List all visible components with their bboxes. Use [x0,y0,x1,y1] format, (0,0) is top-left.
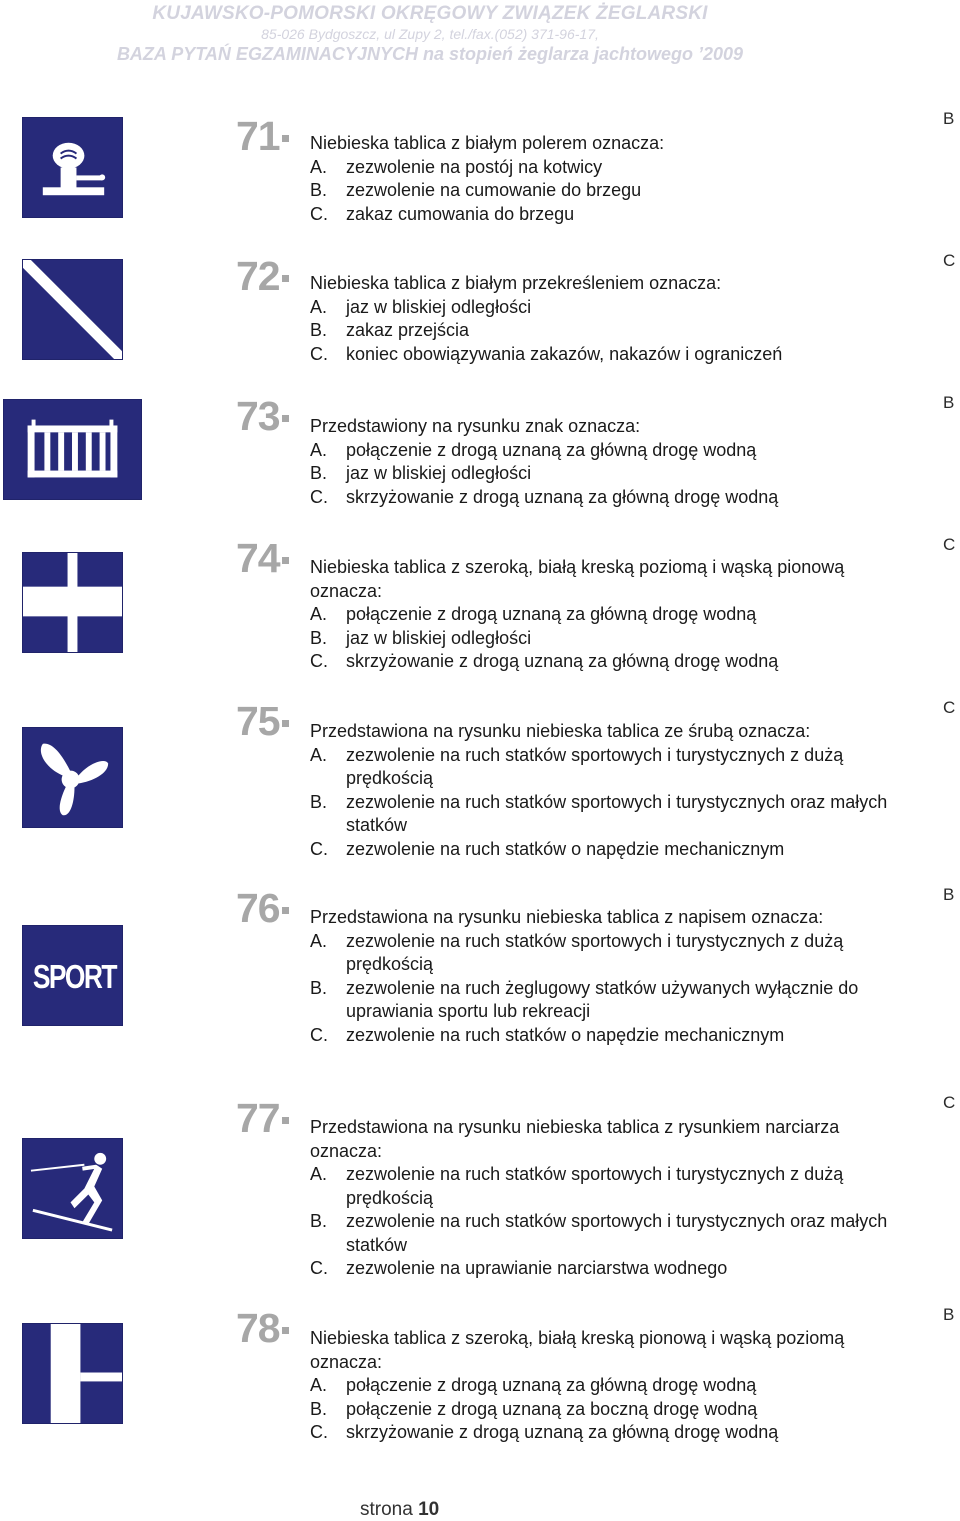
weir-sign [3,399,142,500]
page-number: 10 [418,1499,440,1520]
option-c: C. skrzyżowanie z drogą uznaną za główną drogę wodną [310,1422,779,1442]
option-a: A. połączenie z drogą uznaną za główną drogę wodną [310,439,757,460]
sport-sign [22,925,123,1026]
question-number: 76 [236,888,289,929]
question-number: 71 [236,116,289,157]
question-78 [310,1327,910,1445]
question-text: Przedstawiona na rysunku niebieska tablica ze śrubą oznacza: [310,721,811,741]
question-number: 73 [236,396,289,437]
question-72 [310,272,910,366]
answer-key: B [943,109,955,128]
option-b: B. zakaz przejścia [310,320,470,340]
crossroads-sign [22,552,123,653]
option-b: B. jaz w bliskiej odległości [310,627,532,648]
footer-label: strona [360,1499,413,1520]
option-c: C. skrzyżowanie z drogą uznaną za główną drogę wodną [310,486,779,507]
option-c: C. zakaz cumowania do brzegu [310,203,575,224]
question-text: Przedstawiona na rysunku niebieska tablica z napisem oznacza: [310,907,824,927]
question-text: Niebieska tablica z białym polerem oznacza: [310,133,665,153]
option-a: A. zezwolenie na ruch statków sportowych i turystycznych z dużą prędkością [310,1164,844,1208]
question-number: 77 [236,1098,289,1139]
question-number: 74 [236,538,289,579]
option-c: C. koniec obowiązywania zakazów, nakazów i ograniczeń [310,343,783,364]
option-c: C. zezwolenie na uprawianie narciarstwa wodnego [310,1258,728,1278]
option-a: A. zezwolenie na postój na kotwicy [310,156,603,177]
question-71 [310,132,910,226]
answer-key: C [943,535,956,554]
question-text: Niebieska tablica z szeroką, białą kreską pionową i wąską poziomą oznacza: [310,1328,845,1372]
option-c: C. zezwolenie na ruch statków o napędzie mechanicznym [310,838,785,859]
answer-key: C [943,251,956,270]
question-text: Niebieska tablica z szeroką, białą kreską poziomą i wąską pionową oznacza: [310,557,845,601]
question-75 [310,720,910,861]
question-number: 75 [236,701,289,742]
question-text: Przedstawiony na rysunku znak oznacza: [310,416,641,436]
water-skier-sign [22,1138,123,1239]
option-b: B. jaz w bliskiej odległości [310,463,532,483]
propeller-sign [22,727,123,828]
header-title: BAZA PYTAŃ EGZAMINACYJNYCH na stopień żeglarza jachtowego ’2009 [116,44,744,64]
answer-key: C [943,698,956,717]
option-a: A. jaz w bliskiej odległości [310,296,532,317]
question-76 [310,906,910,1047]
answer-key: B [943,393,955,412]
question-74 [310,556,910,674]
answer-key: C [943,1093,956,1112]
side-junction-sign [22,1323,123,1424]
question-77 [310,1116,910,1281]
question-text: Niebieska tablica z białym przekreśleniem oznacza: [310,273,722,293]
option-c: C. zezwolenie na ruch statków o napędzie mechanicznym [310,1024,785,1045]
bollard-sign [22,117,123,218]
header-org: KUJAWSKO-POMORSKI OKRĘGOWY ZWIĄZEK ŻEGLARSKI [152,3,708,24]
option-a: A. zezwolenie na ruch statków sportowych i turystycznych z dużą prędkością [310,744,844,788]
option-b: B. zezwolenie na cumowanie do brzegu [310,180,642,200]
sport-sign-text: SPORT [32,958,116,995]
question-73 [310,415,910,509]
option-a: A. połączenie z drogą uznaną za główną drogę wodną [310,1375,757,1395]
option-a: A. zezwolenie na ruch statków sportowych i turystycznych z dużą prędkością [310,930,844,974]
option-b: B. zezwolenie na ruch statków sportowych i turystycznych oraz małych statków [310,791,888,835]
option-b: B. zezwolenie na ruch żeglugowy statków używanych wyłącznie do uprawiania sportu lub rekreacji [310,977,859,1021]
page-footer [360,1499,439,1521]
answer-key: B [943,1305,955,1324]
answer-key: B [943,885,955,904]
question-number: 72 [236,256,289,297]
question-text: Przedstawiona na rysunku niebieska tablica z rysunkiem narciarza oznacza: [310,1117,840,1161]
option-b: B. połączenie z drogą uznaną za boczną drogę wodną [310,1398,758,1419]
option-b: B. zezwolenie na ruch statków sportowych i turystycznych oraz małych statków [310,1211,888,1255]
header-address: 85-026 Bydgoszcz, ul Zupy 2, tel./fax.(052) 371-96-17, [261,26,599,42]
diagonal-stripe-sign [22,259,123,360]
question-number: 78 [236,1308,289,1349]
option-a: A. połączenie z drogą uznaną za główną drogę wodną [310,604,757,624]
option-c: C. skrzyżowanie z drogą uznaną za główną drogę wodną [310,651,779,671]
